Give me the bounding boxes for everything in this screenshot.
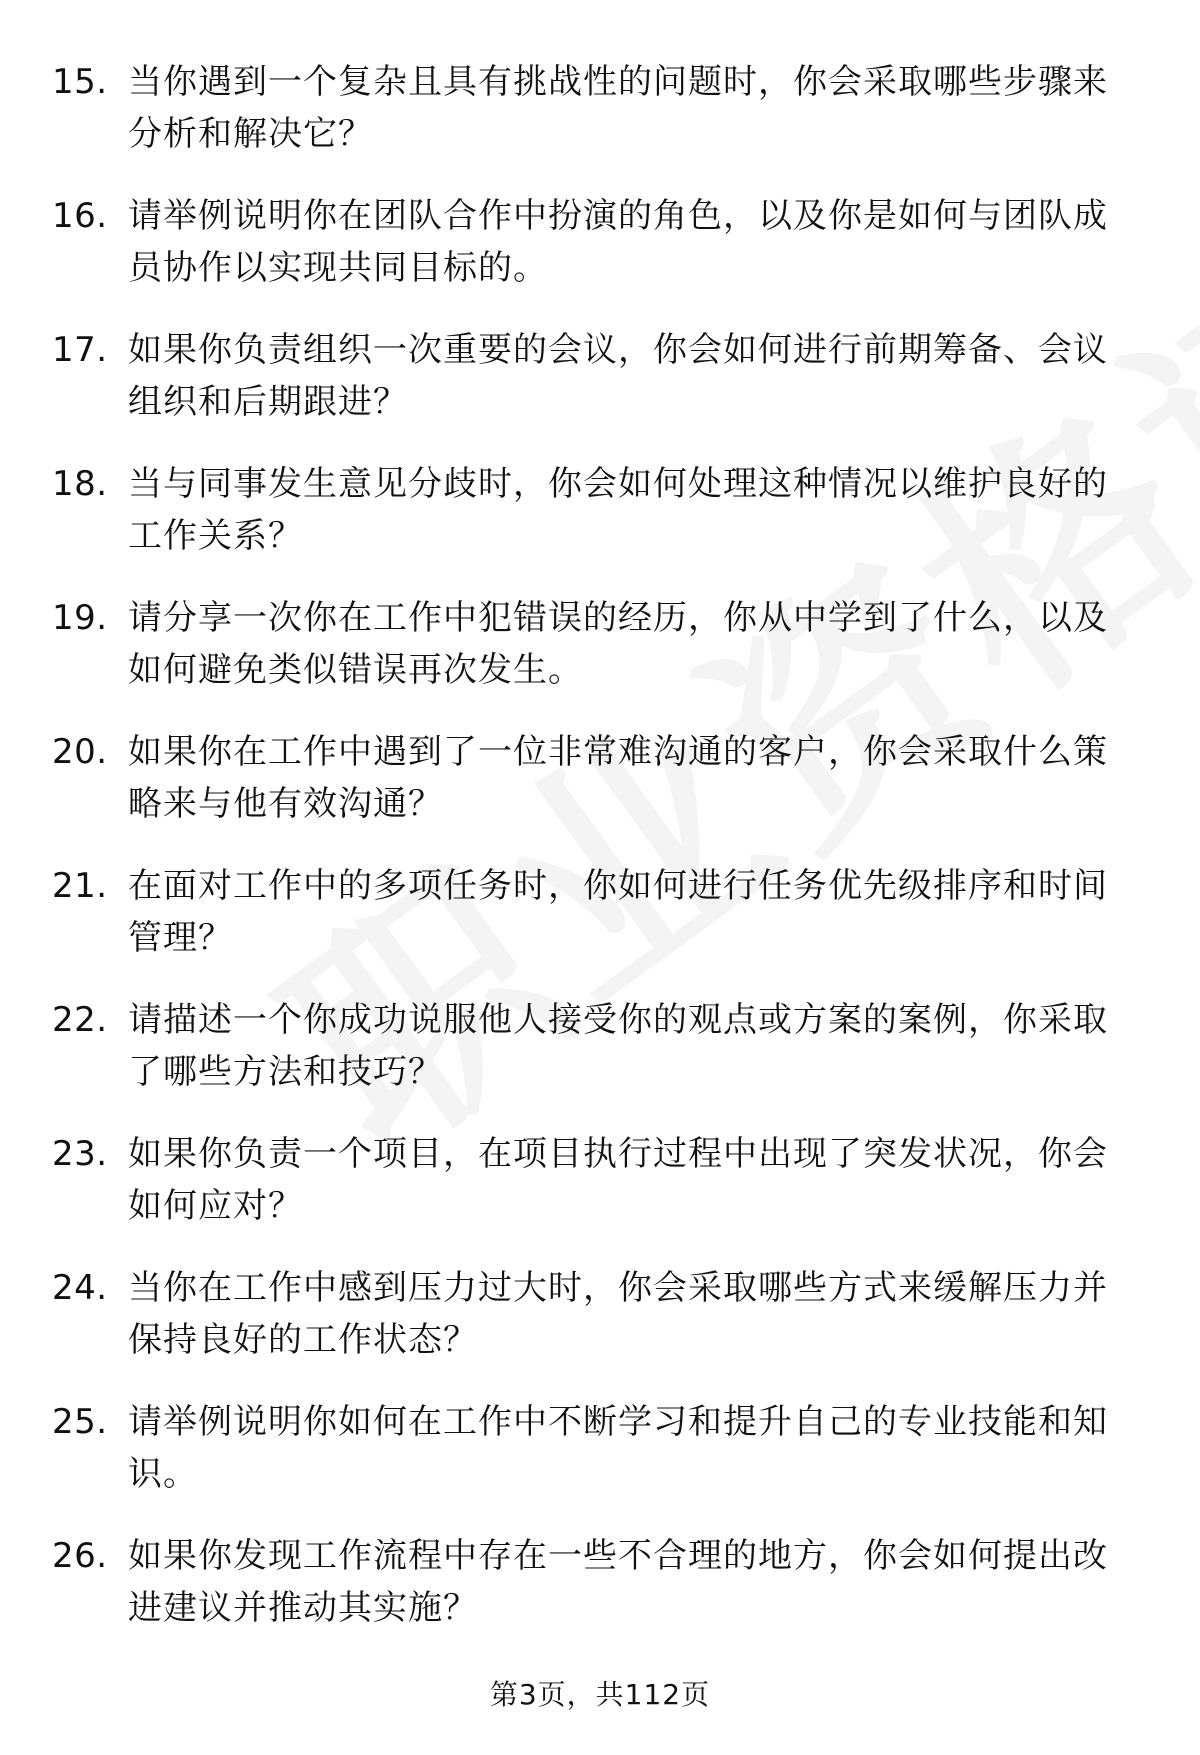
question-item bbox=[52, 1128, 1152, 1262]
question-text: 如果你在工作中遇到了一位非常难沟通的客户，你会采取什么策略来与他有效沟通？ bbox=[128, 732, 1108, 824]
question-item bbox=[52, 458, 1152, 592]
question-text: 请举例说明你在团队合作中扮演的角色，以及你是如何与团队成员协作以实现共同目标的。 bbox=[128, 196, 1108, 288]
question-number: 24. bbox=[52, 1268, 108, 1308]
question-item bbox=[52, 860, 1152, 994]
question-item bbox=[52, 994, 1152, 1128]
question-number: 17. bbox=[52, 330, 108, 370]
question-number: 15. bbox=[52, 62, 108, 102]
question-text: 如果你发现工作流程中存在一些不合理的地方，你会如何提出改进建议并推动其实施？ bbox=[128, 1536, 1108, 1628]
question-number: 19. bbox=[52, 598, 108, 638]
question-item bbox=[52, 592, 1152, 726]
question-item bbox=[52, 56, 1152, 190]
question-text: 在面对工作中的多项任务时，你如何进行任务优先级排序和时间管理？ bbox=[128, 866, 1108, 958]
question-item bbox=[52, 190, 1152, 324]
question-item bbox=[52, 324, 1152, 458]
question-number: 21. bbox=[52, 866, 108, 906]
question-item bbox=[52, 1530, 1152, 1664]
question-text: 请举例说明你如何在工作中不断学习和提升自己的专业技能和知识。 bbox=[128, 1402, 1108, 1494]
question-number: 20. bbox=[52, 732, 108, 772]
question-item bbox=[52, 726, 1152, 860]
question-text: 当你在工作中感到压力过大时，你会采取哪些方式来缓解压力并保持良好的工作状态？ bbox=[128, 1268, 1108, 1360]
question-text: 当你遇到一个复杂且具有挑战性的问题时，你会采取哪些步骤来分析和解决它？ bbox=[128, 62, 1108, 154]
question-number: 23. bbox=[52, 1134, 108, 1174]
question-item bbox=[52, 1396, 1152, 1530]
question-text: 如果你负责一个项目，在项目执行过程中出现了突发状况，你会如何应对？ bbox=[128, 1134, 1108, 1226]
question-number: 22. bbox=[52, 1000, 108, 1040]
question-number: 26. bbox=[52, 1536, 108, 1576]
question-list bbox=[52, 56, 1152, 1664]
question-number: 18. bbox=[52, 464, 108, 504]
question-text: 如果你负责组织一次重要的会议，你会如何进行前期筹备、会议组织和后期跟进？ bbox=[128, 330, 1108, 422]
page-footer: 第3页，共112页 bbox=[489, 1678, 711, 1711]
question-number: 16. bbox=[52, 196, 108, 236]
question-text: 请描述一个你成功说服他人接受你的观点或方案的案例，你采取了哪些方法和技巧？ bbox=[128, 1000, 1108, 1092]
question-text: 当与同事发生意见分歧时，你会如何处理这种情况以维护良好的工作关系？ bbox=[128, 464, 1108, 556]
question-item bbox=[52, 1262, 1152, 1396]
question-text: 请分享一次你在工作中犯错误的经历，你从中学到了什么，以及如何避免类似错误再次发生。 bbox=[128, 598, 1108, 690]
question-number: 25. bbox=[52, 1402, 108, 1442]
